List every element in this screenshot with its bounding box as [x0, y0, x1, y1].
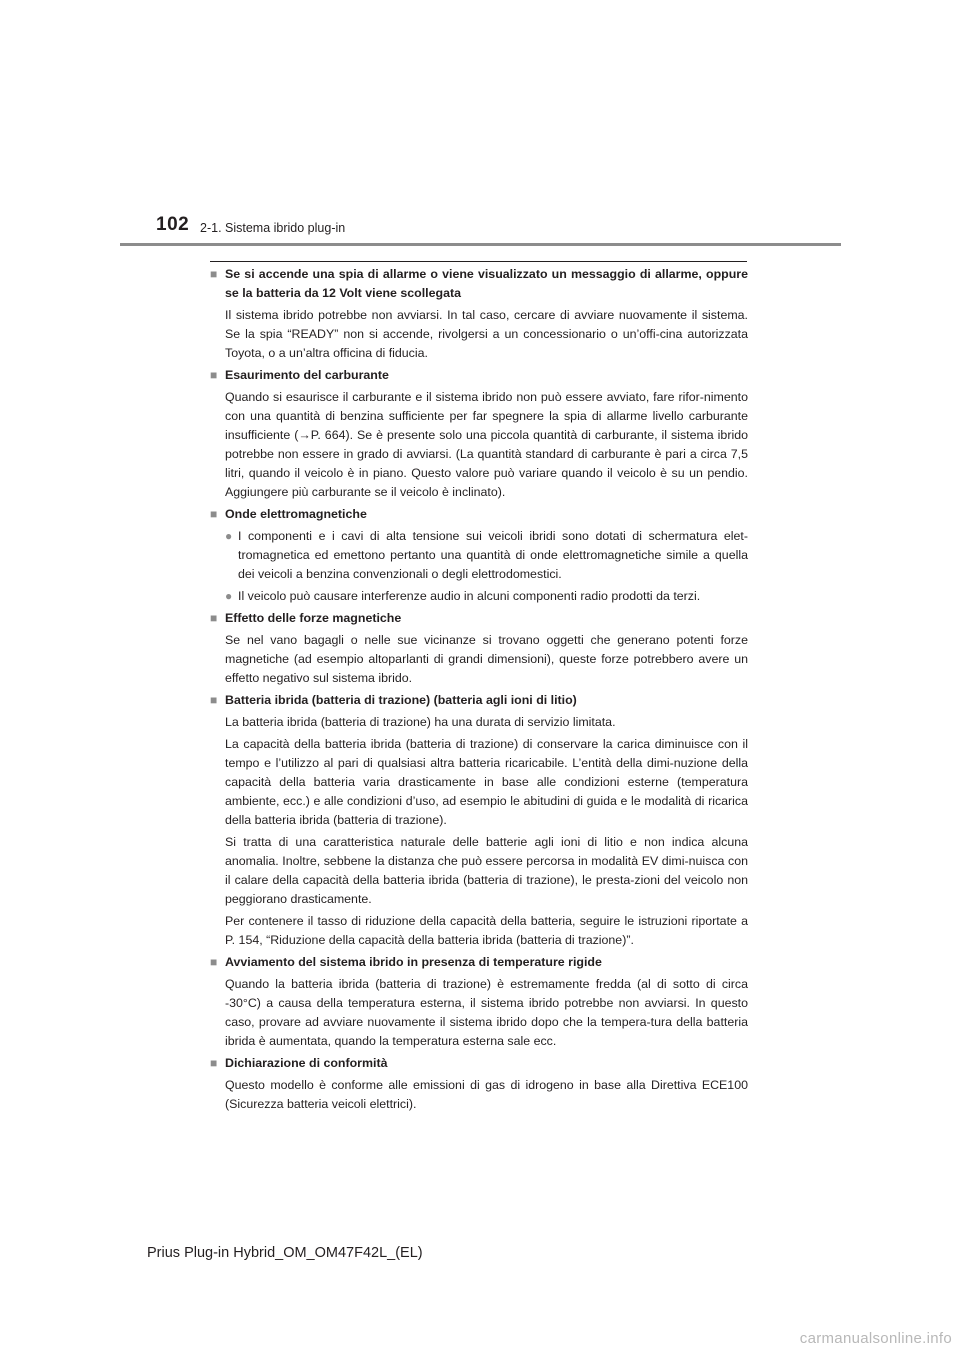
section-heading: [210, 366, 748, 385]
page-number: 102: [156, 214, 190, 235]
paragraph: Si tratta di una caratteristica naturale delle batterie agli ioni di litio e non indica alcuna anomalia. Inoltre, sebbene la distanza che può essere percorsa in modalità EV dimi-nuisca con il calare della capacità della batteria ibrida (batteria di trazione), le presta-zioni del veicolo non peggiorano drasticamente.: [225, 835, 748, 906]
square-bullet-icon: ■: [210, 1056, 218, 1070]
heading-text: Effetto delle forze magnetiche: [225, 611, 402, 625]
section-heading: [210, 691, 748, 710]
section-magnetic-forces: [210, 609, 748, 688]
section-hybrid-battery: [210, 691, 748, 950]
section-cold-start: [210, 953, 748, 1051]
paragraph: Per contenere il tasso di riduzione della capacità della batteria, seguire le istruzioni riportate a P. 154, “Riduzione della capacità della batteria ibrida (batteria di trazione)”.: [225, 914, 748, 947]
section-heading: [210, 953, 748, 972]
content-body: [210, 265, 748, 1117]
square-bullet-icon: ■: [210, 368, 218, 382]
section-heading: [210, 1054, 748, 1073]
section-heading: [210, 609, 748, 628]
section-warning-light: [210, 265, 748, 363]
paragraph: Questo modello è conforme alle emissioni di gas di idrogeno in base alla Direttiva ECE100 (Sicurezza batteria veicoli elettrici).: [225, 1078, 748, 1111]
paragraph: Il sistema ibrido potrebbe non avviarsi. In tal caso, cercare di avviare nuovamente il sistema. Se la spia “READY” non si accende, rivolgersi a un concessionario o un’offi-cina autorizzata Toyota, o a un’altra officina di fiducia.: [225, 308, 748, 360]
square-bullet-icon: ■: [210, 507, 218, 521]
section-conformity: [210, 1054, 748, 1114]
heading-text: Batteria ibrida (batteria di trazione) (batteria agli ioni di litio): [225, 693, 577, 707]
section-fuel-exhaustion: [210, 366, 748, 502]
heading-text: Esaurimento del carburante: [225, 368, 389, 382]
bullet-text: I componenti e i cavi di alta tensione sui veicoli ibridi sono dotati di schermatura elet-tromagnetica ed emettono pertanto una quantità di onde elettromagnetiche simile a quella dei veicoli a benzina convenzionali o degli elettrodomestici.: [238, 529, 748, 581]
paragraph: Se nel vano bagagli o nelle sue vicinanze si trovano oggetti che generano potenti forze magnetiche (ad esempio altoparlanti di grandi dimensioni), queste forze potrebbero avere un effetto negativo sul sistema ibrido.: [225, 633, 748, 685]
square-bullet-icon: ■: [210, 267, 218, 281]
heading-text: Avviamento del sistema ibrido in presenza di temperature rigide: [225, 955, 602, 969]
square-bullet-icon: ■: [210, 611, 218, 625]
section-electromagnetic-waves: [210, 505, 748, 606]
bullet-item: [225, 587, 748, 606]
header-rule: [120, 243, 841, 246]
bullet-text: Il veicolo può causare interferenze audio in alcuni componenti radio prodotti da terzi.: [238, 589, 701, 603]
heading-text: Se si accende una spia di allarme o viene visualizzato un messaggio di allarme, oppure se la batteria da 12 Volt viene scollegata: [225, 267, 748, 300]
content-top-rule: [210, 261, 747, 262]
square-bullet-icon: ■: [210, 955, 218, 969]
square-bullet-icon: ■: [210, 693, 218, 707]
footer-document-id: Prius Plug-in Hybrid_OM_OM47F42L_(EL): [147, 1245, 423, 1261]
section-title: 2-1. Sistema ibrido plug-in: [200, 221, 346, 235]
heading-text: Onde elettromagnetiche: [225, 507, 367, 521]
paragraph: La capacità della batteria ibrida (batteria di trazione) di conservare la carica diminuisce con il tempo e l’utilizzo al pari di qualsiasi altra batteria ricaricabile. L’entità della dimi-nuzione della capacità della batteria varia drasticamente in base alle condizioni esterne (temperatura ambiente, ecc.) e alle condizioni d’uso, ad esempio le abitudini di guida e le modalità di ricarica della batteria ibrida (batteria di trazione).: [225, 737, 748, 827]
watermark: carmanualsonline.info: [799, 1330, 952, 1347]
bullet-item: [225, 527, 748, 584]
paragraph: La batteria ibrida (batteria di trazione) ha una durata di servizio limitata.: [225, 715, 616, 729]
section-heading: [210, 265, 748, 303]
paragraph: Quando si esaurisce il carburante e il sistema ibrido non può essere avviato, fare rifor-nimento con una quantità di benzina sufficiente per far spegnere la spia di allarme livello carburante insufficiente (→P. 664). Se è presente solo una piccola quantità di carburante, il sistema ibrido potrebbe non essere in grado di avviarsi. (La quantità standard di carburante è pari a circa 7,5 litri, quando il veicolo è in piano. Questo valore può variare quando il veicolo è su un pendio. Aggiungere più carburante se il veicolo è inclinato).: [225, 390, 748, 499]
circle-bullet-icon: ●: [225, 529, 233, 543]
section-heading: [210, 505, 748, 524]
circle-bullet-icon: ●: [225, 589, 233, 603]
paragraph: Quando la batteria ibrida (batteria di trazione) è estremamente fredda (al di sotto di circa -30°C) a causa della temperatura esterna, il sistema ibrido potrebbe non avviarsi. In questo caso, provare ad avviare nuovamente il sistema ibrido dopo che la tempera-tura della batteria ibrida è aumentata, quando la temperatura esterna sale ecc.: [225, 977, 748, 1048]
heading-text: Dichiarazione di conformità: [225, 1056, 388, 1070]
